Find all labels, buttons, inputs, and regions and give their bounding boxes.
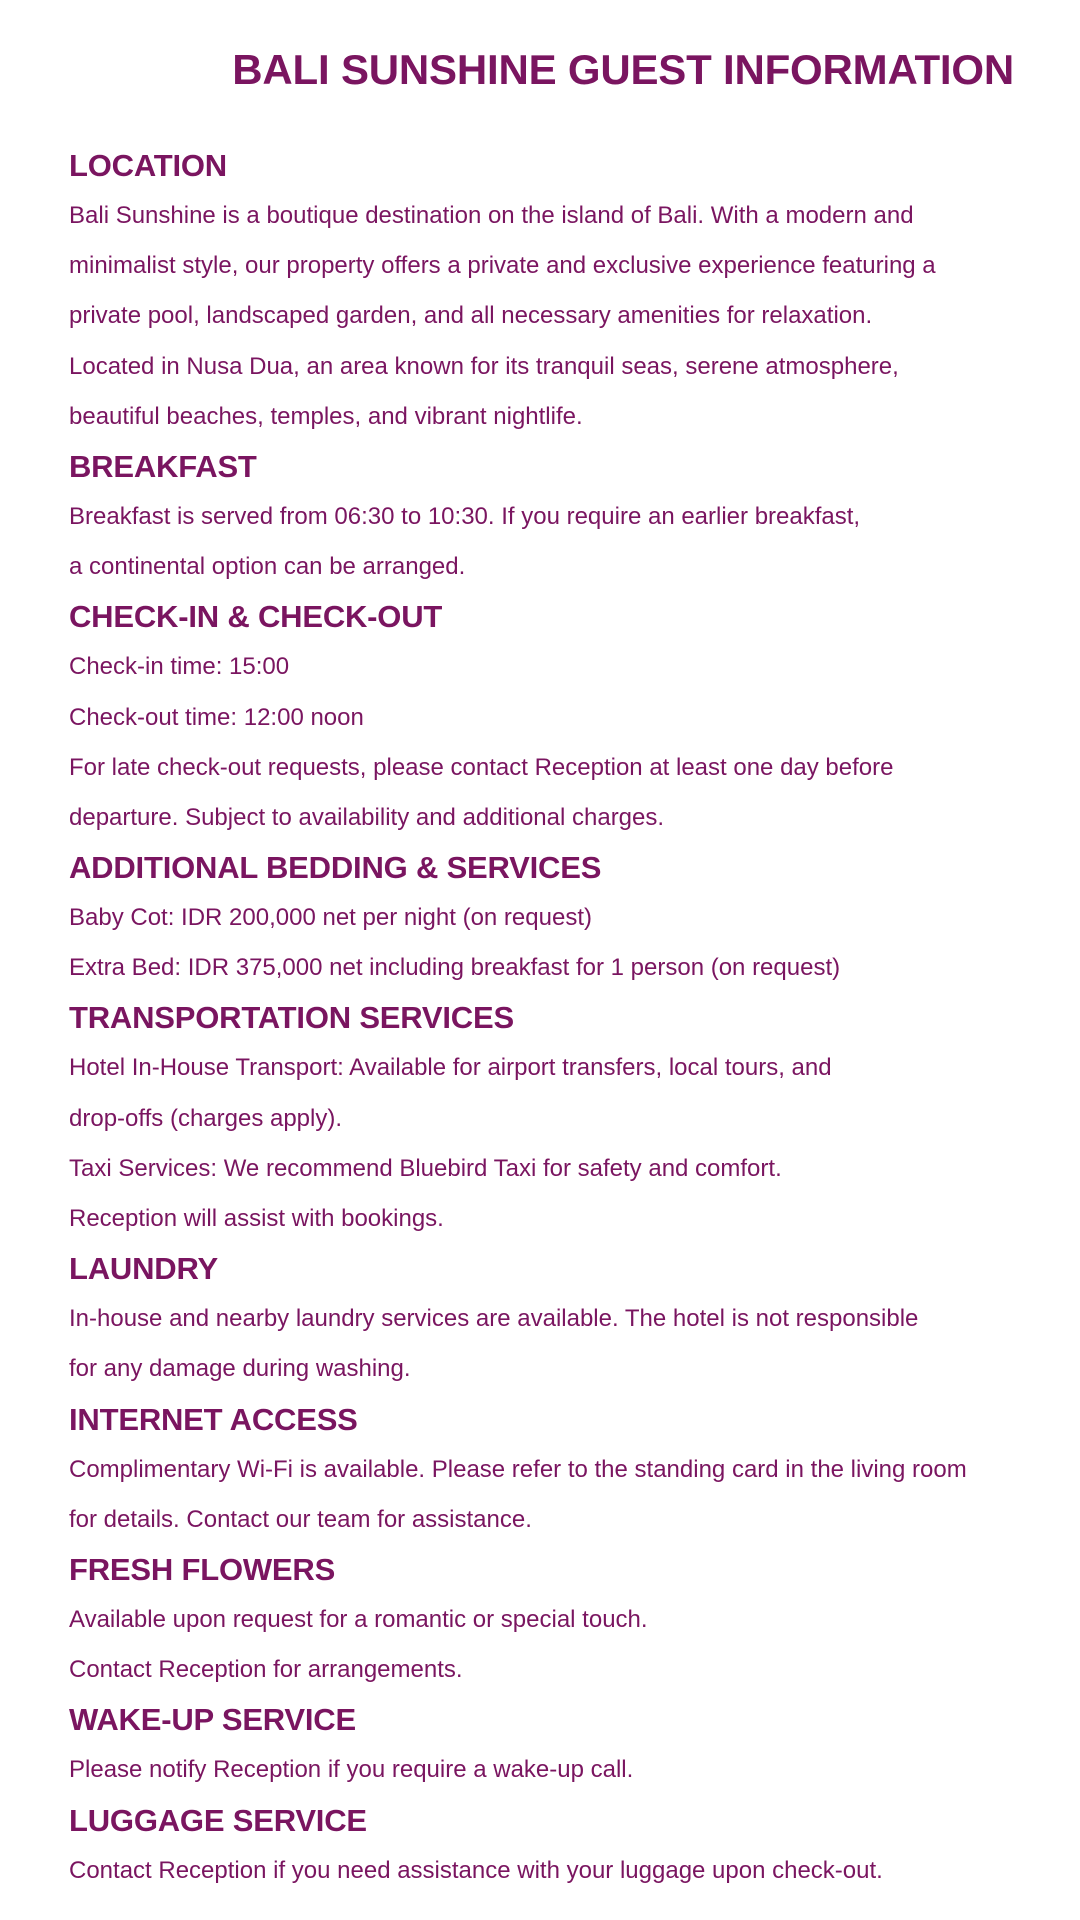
section-heading: WAKE-UP SERVICE [69,1702,356,1738]
section-heading: ADDITIONAL BEDDING & SERVICES [69,850,602,886]
section-wake-up-service [69,1695,1029,1795]
section-heading: TRANSPORTATION SERVICES [69,1000,514,1036]
section-text-line: Complimentary Wi-Fi is available. Please refer to the standing card in the living room [69,1455,967,1483]
section-text-line: drop-offs (charges apply). [69,1104,343,1132]
section-text-line: departure. Subject to availability and additional charges. [69,803,665,831]
section-heading: BREAKFAST [69,448,257,484]
section-text-line: Located in Nusa Dua, an area known for its tranquil seas, serene atmosphere, [69,352,899,380]
section-text-line: Contact Reception for arrangements. [69,1656,463,1684]
section-text-line: Hotel In-House Transport: Available for airport transfers, local tours, and [69,1054,832,1082]
section-text-line: Reception will assist with bookings. [69,1205,444,1232]
section-text-line: private pool, landscaped garden, and all necessary amenities for relaxation. [69,302,873,330]
section-text-line: minimalist style, our property offers a private and exclusive experience featuring a [69,252,936,280]
section-transportation [69,993,1029,1244]
section-location [69,141,1029,442]
section-heading: LUGGAGE SERVICE [69,1802,367,1838]
section-text-line: Baby Cot: IDR 200,000 net per night (on request) [69,904,592,932]
section-text-line: Check-out time: 12:00 noon [69,703,364,731]
section-text-line: Available upon request for a romantic or special touch. [69,1605,648,1633]
section-text-line: beautiful beaches, temples, and vibrant nightlife. [69,402,583,430]
section-text-line: Breakfast is served from 06:30 to 10:30. If you require an earlier breakfast, [69,502,861,530]
section-luggage-service [69,1796,1029,1896]
section-text-line: Extra Bed: IDR 375,000 net including breakfast for 1 person (on request) [69,954,841,982]
section-heading: CHECK-IN & CHECK-OUT [69,599,443,635]
section-heading: FRESH FLOWERS [69,1551,336,1587]
section-text-line: Contact Reception if you need assistance with your luggage upon check-out. [69,1856,883,1884]
section-internet-access [69,1395,1029,1545]
section-text-line: for any damage during washing. [69,1355,411,1383]
sections-container [69,141,1029,1896]
section-breakfast [69,442,1029,592]
section-text-line: Please notify Reception if you require a wake-up call. [69,1756,634,1784]
section-heading: LOCATION [69,148,227,183]
section-text-line: for details. Contact our team for assistance. [69,1505,532,1533]
section-text-line: a continental option can be arranged. [69,553,466,581]
section-text-line: For late check-out requests, please contact Reception at least one day before [69,753,894,781]
section-heading: LAUNDRY [69,1251,218,1287]
page-title: BALI SUNSHINE GUEST INFORMATION [232,46,1014,93]
section-fresh-flowers [69,1545,1029,1695]
section-additional-bedding [69,843,1029,993]
section-laundry [69,1244,1029,1394]
section-heading: INTERNET ACCESS [69,1401,358,1437]
section-text-line: Check-in time: 15:00 [69,653,290,681]
section-text-line: Bali Sunshine is a boutique destination on the island of Bali. With a modern and [69,202,914,229]
section-text-line: Taxi Services: We recommend Bluebird Taxi for safety and comfort. [69,1154,782,1182]
section-check-in-check-out [69,592,1029,843]
section-text-line: In-house and nearby laundry services are available. The hotel is not responsible [69,1305,919,1333]
